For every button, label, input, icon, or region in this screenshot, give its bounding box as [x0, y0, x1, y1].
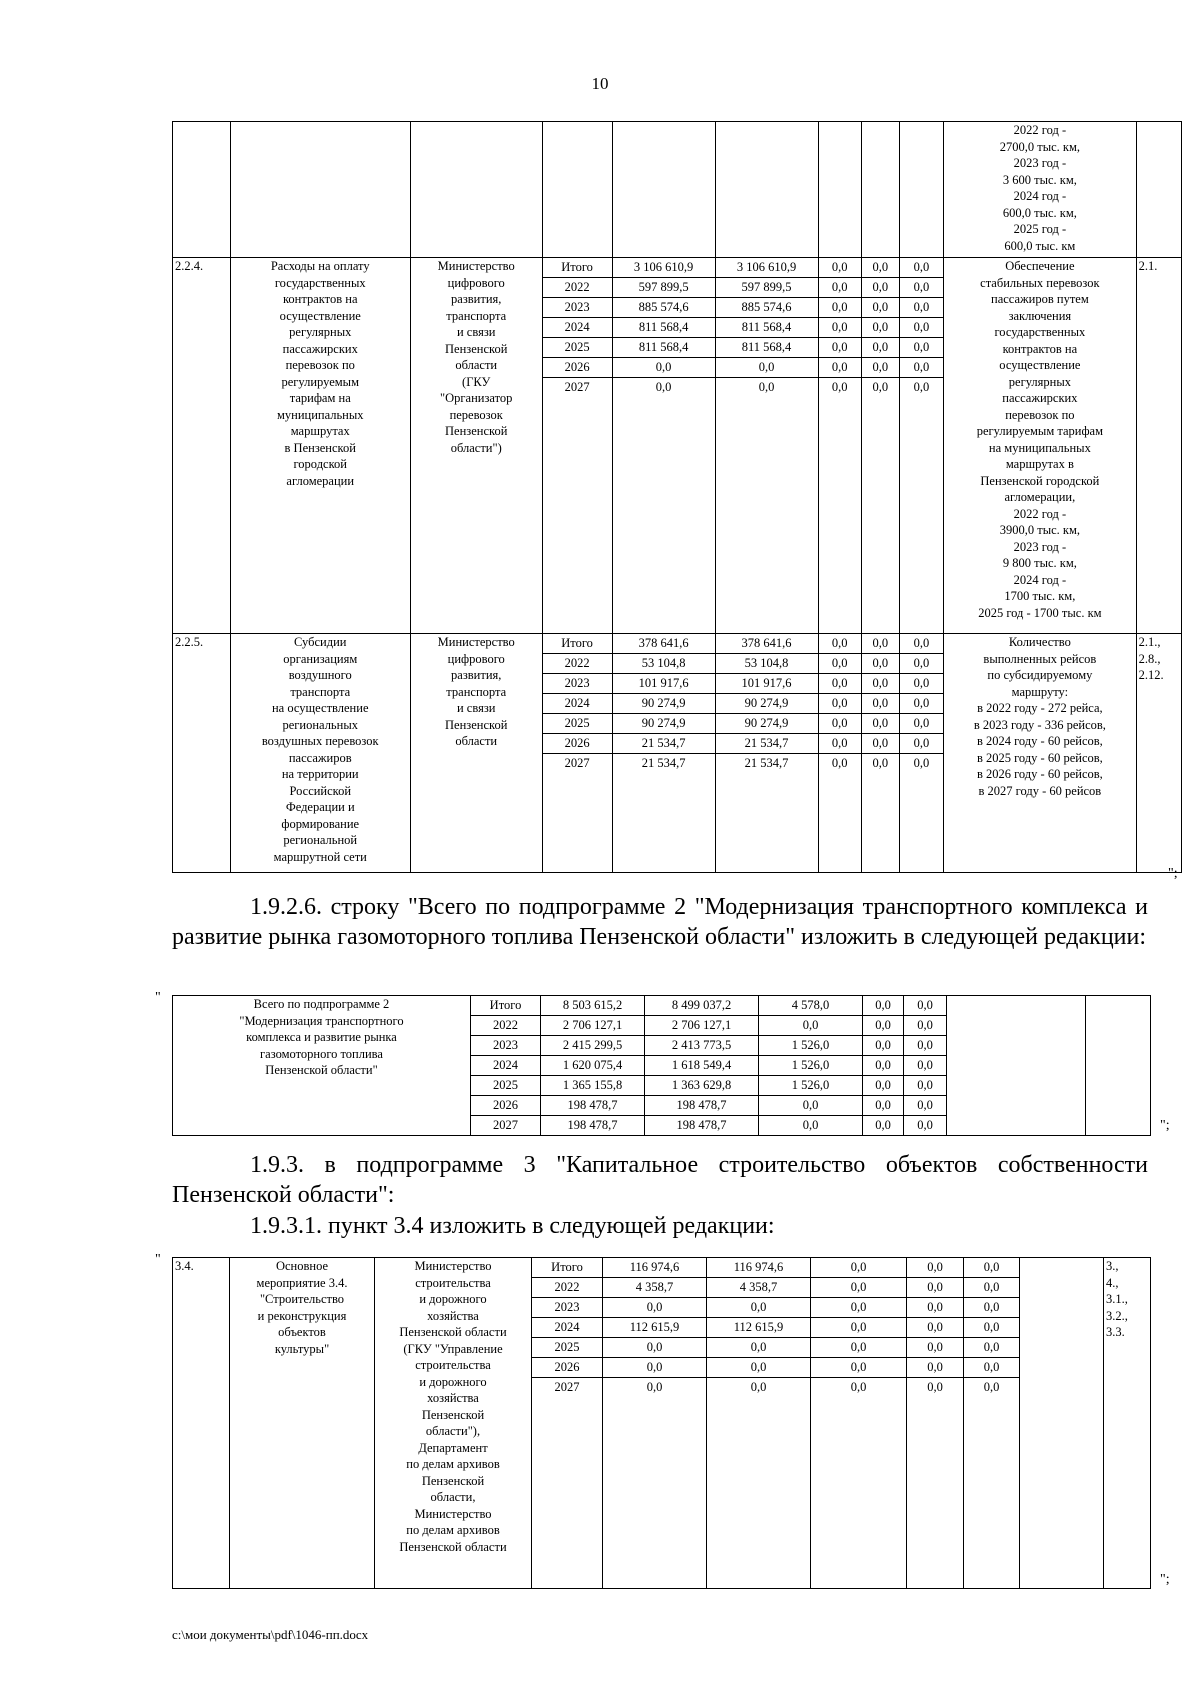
table-row — [173, 634, 1182, 873]
value-cell: 0,0 — [819, 634, 861, 654]
other-sources-column — [904, 996, 947, 1136]
value-cell: 0,0 — [811, 1298, 906, 1318]
program-table-2 — [172, 995, 1151, 1136]
executor: Министерство цифрового развития, транспорта и связи Пензенской области (ГКУ "Организатор перевозок Пензенской области") — [410, 258, 542, 634]
value-cell: 0,0 — [716, 358, 818, 378]
executor: Министерство строительства и дорожного хозяйства Пензенской области (ГКУ "Управление строительства и дорожного хозяйства Пензенской области"), Департамент по делам архивов Пензенской области, Министерство по делам архивов Пензенской области — [375, 1258, 532, 1589]
value-cell: 0,0 — [707, 1298, 810, 1318]
result-cell: 2022 год - 2700,0 тыс. км, 2023 год - 3 600 тыс. км, 2024 год - 600,0 тыс. км, 2025 год - 600,0 тыс. км — [944, 122, 1137, 258]
year-cell: 2022 — [532, 1278, 602, 1298]
year-cell: 2027 — [564, 756, 590, 770]
value-cell: 0,0 — [900, 694, 943, 714]
row-number: 2.2.4. — [173, 258, 231, 634]
value-cell: 0,0 — [904, 1056, 946, 1076]
value-cell: 0,0 — [811, 1358, 906, 1378]
value-cell: 0,0 — [819, 338, 861, 358]
value-cell: 0,0 — [907, 1298, 963, 1318]
value-cell: 53 104,8 — [613, 654, 715, 674]
closing-quote: "; — [1160, 1118, 1170, 1133]
executor: Министерство цифрового развития, транспорта и связи Пензенской области — [410, 634, 542, 873]
closing-quote: "; — [1160, 1572, 1170, 1587]
program-table-1 — [172, 121, 1182, 873]
value-cell: 0,0 — [900, 318, 943, 338]
value-cell: 198 478,7 — [676, 1118, 727, 1132]
value-cell: 0,0 — [819, 298, 861, 318]
value-cell: 0,0 — [964, 1258, 1019, 1278]
value-cell: 4 358,7 — [603, 1278, 706, 1298]
value-cell: 0,0 — [863, 996, 903, 1016]
value-cell: 0,0 — [927, 1380, 943, 1394]
value-cell: 0,0 — [819, 674, 861, 694]
regional-budget-column — [645, 996, 759, 1136]
value-cell: 811 568,4 — [613, 318, 715, 338]
value-cell: 0,0 — [862, 298, 899, 318]
value-cell: 0,0 — [862, 358, 899, 378]
value-cell: 0,0 — [862, 318, 899, 338]
value-cell: 112 615,9 — [603, 1318, 706, 1338]
value-cell: 0,0 — [819, 358, 861, 378]
value-cell: 0,0 — [862, 654, 899, 674]
federal-budget-column — [811, 1258, 907, 1589]
value-cell: 0,0 — [819, 654, 861, 674]
value-cell: 0,0 — [811, 1258, 906, 1278]
year-cell: 2025 — [543, 338, 612, 358]
value-cell: 0,0 — [862, 278, 899, 298]
value-cell: 21 534,7 — [613, 734, 715, 754]
year-cell: 2023 — [543, 298, 612, 318]
value-cell: 90 274,9 — [613, 714, 715, 734]
value-cell: 3 106 610,9 — [613, 258, 715, 278]
value-cell: 1 618 549,4 — [645, 1056, 758, 1076]
value-cell: 0,0 — [900, 674, 943, 694]
value-cell: 1 526,0 — [759, 1056, 862, 1076]
value-cell: 0,0 — [819, 694, 861, 714]
value-cell: 0,0 — [862, 694, 899, 714]
value-cell: 0,0 — [904, 1016, 946, 1036]
result-cell: Обеспечение стабильных перевозок пассажиров путем заключения государственных контрактов на осуществление регулярных пассажирских перевозок по регулируемым тарифам на муниципальных маршрутах в Пензенской городской агломерации, 2022 год - 3900,0 тыс. км, 2023 год - 9 800 тыс. км, 2024 год - 1700 тыс. км, 2025 год - 1700 тыс. км — [944, 258, 1137, 634]
value-cell: 0,0 — [759, 1016, 862, 1036]
year-cell: 2024 — [543, 318, 612, 338]
value-cell: 0,0 — [603, 1338, 706, 1358]
year-cell: 2022 — [543, 278, 612, 298]
value-cell: 885 574,6 — [613, 298, 715, 318]
value-cell: 0,0 — [707, 1338, 810, 1358]
other-sources-column — [899, 258, 943, 634]
value-cell: 0,0 — [900, 358, 943, 378]
value-cell: 0,0 — [862, 674, 899, 694]
year-cell: 2026 — [543, 358, 612, 378]
value-cell: 90 274,9 — [716, 714, 818, 734]
value-cell: 0,0 — [862, 714, 899, 734]
year-cell: 2027 — [554, 1380, 580, 1394]
value-cell: 0,0 — [819, 318, 861, 338]
value-cell: 0,0 — [655, 380, 672, 394]
value-cell: 0,0 — [613, 358, 715, 378]
value-cell: 885 574,6 — [716, 298, 818, 318]
value-cell: 116 974,6 — [603, 1258, 706, 1278]
value-cell: 597 899,5 — [613, 278, 715, 298]
result-cell: Количество выполненных рейсов по субсидируемому маршруту: в 2022 году - 272 рейса, в 2023 году - 336 рейсов, в 2024 году - 60 рейсов, в 2025 году - 60 рейсов, в 2026 году - 60 рейсов, в 2027 году - 60 рейсов — [944, 634, 1137, 873]
page-number: 10 — [591, 74, 609, 93]
value-cell: 2 413 773,5 — [645, 1036, 758, 1056]
paragraph-1-9-3: 1.9.3. в подпрограмме 3 "Капитальное строительство объектов собственности Пензенской области": — [172, 1152, 1148, 1208]
paragraph-1-9-3-1: 1.9.3.1. пункт 3.4 изложить в следующей редакции: — [250, 1213, 775, 1239]
value-cell: 1 526,0 — [759, 1076, 862, 1096]
value-cell: 0,0 — [603, 1298, 706, 1318]
value-cell: 2 415 299,5 — [541, 1036, 644, 1056]
value-cell: 0,0 — [964, 1338, 1019, 1358]
value-cell: 0,0 — [758, 380, 775, 394]
value-cell: 0,0 — [907, 1258, 963, 1278]
table-row — [173, 996, 1151, 1136]
year-cell: 2026 — [471, 1096, 540, 1116]
total-column — [541, 996, 645, 1136]
activity-name: Основное мероприятие 3.4. "Строительство и реконструкция объектов культуры" — [230, 1258, 375, 1589]
value-cell: 0,0 — [850, 1380, 867, 1394]
value-cell: 0,0 — [904, 996, 946, 1016]
years-column — [542, 634, 612, 873]
value-cell: 0,0 — [900, 654, 943, 674]
value-cell: 0,0 — [819, 714, 861, 734]
opening-quote: " — [155, 1252, 161, 1267]
value-cell: 101 917,6 — [716, 674, 818, 694]
value-cell: 0,0 — [603, 1358, 706, 1378]
value-cell: 4 578,0 — [759, 996, 862, 1016]
value-cell: 0,0 — [811, 1338, 906, 1358]
subprogram-total-name: Всего по подпрограмме 2 "Модернизация транспортного комплекса и развитие рынка газомоторного топлива Пензенской области" — [173, 996, 471, 1136]
row-number: 3.4. — [173, 1258, 230, 1589]
value-cell: 21 534,7 — [641, 756, 686, 770]
value-cell: 0,0 — [907, 1358, 963, 1378]
year-cell: 2023 — [543, 674, 612, 694]
value-cell: 53 104,8 — [716, 654, 818, 674]
indicator-cell: 3., 4., 3.1., 3.2., 3.3. — [1104, 1258, 1151, 1589]
value-cell: 0,0 — [862, 338, 899, 358]
value-cell: 0,0 — [900, 258, 943, 278]
value-cell: 0,0 — [831, 380, 848, 394]
activity-name: Расходы на оплату государственных контрактов на осуществление регулярных пассажирских перевозок по регулируемым тарифам на муниципальных маршрутах в Пензенской городской агломерации — [230, 258, 410, 634]
table-row — [173, 1258, 1151, 1589]
opening-quote: " — [155, 990, 161, 1005]
value-cell: 378 641,6 — [613, 634, 715, 654]
value-cell: 0,0 — [819, 258, 861, 278]
value-cell: 0,0 — [831, 756, 848, 770]
value-cell: 0,0 — [900, 298, 943, 318]
value-cell: 0,0 — [913, 380, 930, 394]
value-cell: 0,0 — [913, 756, 930, 770]
local-budget-column — [863, 996, 904, 1136]
years-column — [532, 1258, 603, 1589]
value-cell: 0,0 — [863, 1016, 903, 1036]
value-cell: 112 615,9 — [707, 1318, 810, 1338]
year-cell: 2025 — [471, 1076, 540, 1096]
value-cell: 0,0 — [900, 714, 943, 734]
local-budget-column — [861, 258, 899, 634]
value-cell: 0,0 — [904, 1036, 946, 1056]
year-cell: Итого — [532, 1258, 602, 1278]
value-cell: 0,0 — [863, 1056, 903, 1076]
years-column — [471, 996, 541, 1136]
activity-name: Субсидии организациям воздушного транспорта на осуществление региональных воздушных перевозок пассажиров на территории Российской Федерации и формирование региональной маршрутной сети — [230, 634, 410, 873]
value-cell: 8 499 037,2 — [645, 996, 758, 1016]
regional-budget-column — [715, 258, 818, 634]
year-cell: 2023 — [532, 1298, 602, 1318]
value-cell: 378 641,6 — [716, 634, 818, 654]
paragraph-1-9-2-6: 1.9.2.6. строку "Всего по подпрограмме 2 "Модернизация транспортного комплекса и развитие рынка газомоторного топлива Пензенской области" изложить в следующей редакции: — [172, 894, 1148, 950]
year-cell: Итого — [543, 634, 612, 654]
indicator-cell: 2.1., 2.8., 2.12. — [1136, 634, 1181, 873]
federal-budget-column — [818, 634, 861, 873]
value-cell: 0,0 — [907, 1318, 963, 1338]
value-cell: 0,0 — [964, 1278, 1019, 1298]
year-cell: 2025 — [543, 714, 612, 734]
value-cell: 0,0 — [862, 634, 899, 654]
local-budget-column — [907, 1258, 964, 1589]
value-cell: 0,0 — [904, 1076, 946, 1096]
value-cell: 198 478,7 — [541, 1096, 644, 1116]
value-cell: 0,0 — [872, 756, 889, 770]
year-cell: 2022 — [543, 654, 612, 674]
value-cell: 0,0 — [907, 1278, 963, 1298]
value-cell: 1 526,0 — [759, 1036, 862, 1056]
value-cell: 198 478,7 — [567, 1118, 618, 1132]
value-cell: 0,0 — [875, 1118, 891, 1132]
year-cell: 2024 — [471, 1056, 540, 1076]
year-cell: Итого — [471, 996, 540, 1016]
value-cell: 0,0 — [983, 1380, 1000, 1394]
value-cell: 0,0 — [862, 258, 899, 278]
local-budget-column — [861, 634, 899, 873]
year-cell: 2025 — [532, 1338, 602, 1358]
value-cell: 4 358,7 — [707, 1278, 810, 1298]
regional-budget-column — [707, 1258, 811, 1589]
value-cell: 0,0 — [904, 1096, 946, 1116]
value-cell: 1 620 075,4 — [541, 1056, 644, 1076]
value-cell: 0,0 — [964, 1318, 1019, 1338]
value-cell: 0,0 — [802, 1118, 819, 1132]
value-cell: 0,0 — [862, 734, 899, 754]
value-cell: 0,0 — [900, 338, 943, 358]
year-cell: 2027 — [564, 380, 590, 394]
value-cell: 198 478,7 — [645, 1096, 758, 1116]
federal-budget-column — [759, 996, 863, 1136]
value-cell: 0,0 — [646, 1380, 663, 1394]
value-cell: 0,0 — [819, 734, 861, 754]
row-number: 2.2.5. — [173, 634, 231, 873]
year-cell: 2026 — [532, 1358, 602, 1378]
value-cell: 0,0 — [900, 734, 943, 754]
value-cell: 0,0 — [863, 1096, 903, 1116]
value-cell: 90 274,9 — [716, 694, 818, 714]
value-cell: 2 706 127,1 — [645, 1016, 758, 1036]
value-cell: 0,0 — [900, 634, 943, 654]
year-cell: 2022 — [471, 1016, 540, 1036]
value-cell: 0,0 — [863, 1036, 903, 1056]
value-cell: 0,0 — [811, 1318, 906, 1338]
value-cell: 811 568,4 — [716, 338, 818, 358]
years-column — [542, 258, 612, 634]
value-cell: 2 706 127,1 — [541, 1016, 644, 1036]
federal-budget-column — [818, 258, 861, 634]
year-cell: Итого — [543, 258, 612, 278]
year-cell: 2023 — [471, 1036, 540, 1056]
closing-quote: "; — [1168, 866, 1178, 881]
value-cell: 811 568,4 — [716, 318, 818, 338]
table-row — [173, 258, 1182, 634]
year-cell: 2026 — [543, 734, 612, 754]
value-cell: 1 363 629,8 — [645, 1076, 758, 1096]
value-cell: 0,0 — [964, 1298, 1019, 1318]
year-cell: 2024 — [532, 1318, 602, 1338]
value-cell: 0,0 — [819, 278, 861, 298]
value-cell: 0,0 — [917, 1118, 933, 1132]
value-cell: 0,0 — [900, 278, 943, 298]
file-path-footer: c:\мои документы\pdf\1046-пп.docx — [172, 1627, 369, 1642]
value-cell: 116 974,6 — [707, 1258, 810, 1278]
total-column — [612, 634, 715, 873]
program-table-3 — [172, 1257, 1151, 1589]
value-cell: 0,0 — [964, 1358, 1019, 1378]
value-cell: 90 274,9 — [613, 694, 715, 714]
value-cell: 0,0 — [750, 1380, 767, 1394]
indicator-cell: 2.1. — [1136, 258, 1181, 634]
other-sources-column — [899, 634, 943, 873]
table-row — [173, 122, 1182, 258]
total-column — [612, 258, 715, 634]
value-cell: 0,0 — [707, 1358, 810, 1378]
year-cell: 2024 — [543, 694, 612, 714]
value-cell: 0,0 — [863, 1076, 903, 1096]
year-cell: 2027 — [493, 1118, 518, 1132]
value-cell: 101 917,6 — [613, 674, 715, 694]
value-cell: 21 534,7 — [716, 734, 818, 754]
value-cell: 0,0 — [811, 1278, 906, 1298]
value-cell: 597 899,5 — [716, 278, 818, 298]
other-sources-column — [964, 1258, 1020, 1589]
value-cell: 8 503 615,2 — [541, 996, 644, 1016]
value-cell: 21 534,7 — [744, 756, 789, 770]
regional-budget-column — [715, 634, 818, 873]
value-cell: 811 568,4 — [613, 338, 715, 358]
value-cell: 1 365 155,8 — [541, 1076, 644, 1096]
value-cell: 0,0 — [907, 1338, 963, 1358]
value-cell: 3 106 610,9 — [716, 258, 818, 278]
value-cell: 0,0 — [872, 380, 889, 394]
value-cell: 0,0 — [759, 1096, 862, 1116]
total-column — [603, 1258, 707, 1589]
